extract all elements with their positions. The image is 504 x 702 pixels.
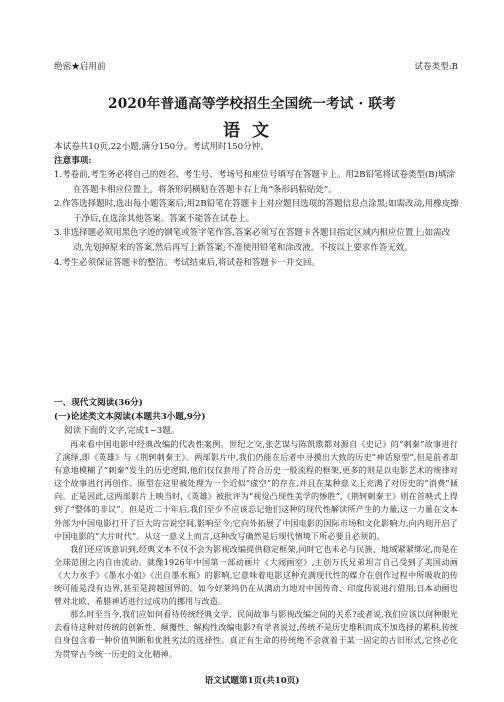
passage-paragraph: 再来看中国电影中经典改编的代表性案例。世纪之交,张艺谋与陈凯歌都对源自《史记》的“刺秦”故事进行了演绎,即《英雄》与《荆轲刺秦王》。两部影片中,我们仍能在后者中寻摸出大致的历史“神话原型”,但是前者却有意地模糊了“刺秦”发生的历史逻辑,他们仅仅套用了符合历史一般流程的框架,更多的则是以电影艺术的规律对这个故事进行再创作。原型在这里被处理为一个近似“虚空”的存在,并且在某种意义上充满了对历史的“消费”倾向。正是因此,这两部影片上映当时,《英雄》被批评为“视觉凸现性美学的惨胜”,《荆轲刺秦王》则在首映式上得到了“整体的非议”。但是近二十年后,我们至少不应该忘记他们这种的现代性解读所产生的力量,这一力量在文本外部为中国电影打开了巨大的言说空间,影响至今;它向外拓展了中国电影的国际市场和文化影响力,向内则开启了中国电影的“大片时代”。从这一意义上而言,这种改写确然是后现代情境下所必要且必须的。 (54, 439, 458, 541)
note-item: 3.非选择题必须用黑色字迹的钢笔或签字笔作答,答案必须写在答题卡各题目指定区域内相应位置上;如需改动,先划掉原来的答案,然后再写上新答案;不准使用铅笔和涂改液。不按以上要求作答无效。 (54, 228, 451, 253)
reading-instruction: 阅读下面的文字,完成1~3题。 (64, 426, 180, 436)
note-item: 2.作答选择题时,选出每小题答案后,用2B铅笔在答题卡上对应题目选项的答题信息点涂黑;如需改动,用橡皮擦干净后,在选涂其他答案。答案不能答在试卷上。 (54, 199, 459, 224)
exam-title: 2020年普通高等学校招生全国统一考试 · 联考 (108, 96, 396, 112)
notes-heading: 注意事项: (54, 156, 92, 166)
paper-info: 本试卷共10页,22小题,满分150分。考试用时150分钟。 (54, 142, 269, 152)
subsection-heading: (一)论述类文本阅读(本题共3小题,9分) (54, 412, 206, 422)
section-heading: 一、现代文阅读(36分) (54, 398, 143, 408)
subject-title: 语文 (223, 121, 281, 141)
top-row (54, 60, 458, 74)
paper-type-label: 试卷类型:B (414, 62, 458, 72)
notes-list (54, 168, 459, 270)
page-footer: 语文试题第1页(共10页) (204, 676, 300, 686)
passage-paragraph: 那么时至当今,我们应如何看待传统经典文学、民间故事与影视改编之间的关系?或者说,我们应该以何种眼光去看待这种对传统的创新性、颠覆性、解构性改编电影?有学者说过,传统不是历史堆积而成不加选择的累积,传统自身包含着一种价值判断和优胜劣汰的选择性。真正有生命的传统绝不会就着于某一固定的古旧形式,它终必化为贯穿古今统一历史的文化精神。 (54, 609, 458, 659)
reading-passage (54, 438, 458, 661)
passage-paragraph: 我们还应该意识到,经典文本不仅不会为影视改编提供稳定框架,同时它也未必与民族、地域紧紧绑定,而是在全球范围之内自由流动。就像1926年中国第一部动画片《大闹画室》,主创万氏兄弟坦言自己受到了美国动画《大力水手》《墨水小姐》《出自墨水瓶》的影响,它意味着电影这种充满现代性的媒介在创作过程中所吸收的传统可能是没有边界,甚至是跨越国界的。如今好莱坞仍在从满动力地对中国传奇、印度传说进行借用,日本动画也曾对北欧、希腊神话进行过成功的挪用与改造。 (54, 543, 458, 607)
confidential-label: 绝密★启用前 (54, 62, 106, 72)
note-item: 4.考生必须保证答题卡的整洁。考试结束后,将试卷和答题卡一并交回。 (54, 257, 320, 268)
note-item: 1.考卷前,考生务必将自己的姓名、考生号、考场号和座位号填写在答题卡上。用2B铅笔将试卷类型(B)填涂在答题卡相应位置上。将条形码横贴在答题卡右上角“条形码粘贴处”。 (54, 170, 455, 195)
